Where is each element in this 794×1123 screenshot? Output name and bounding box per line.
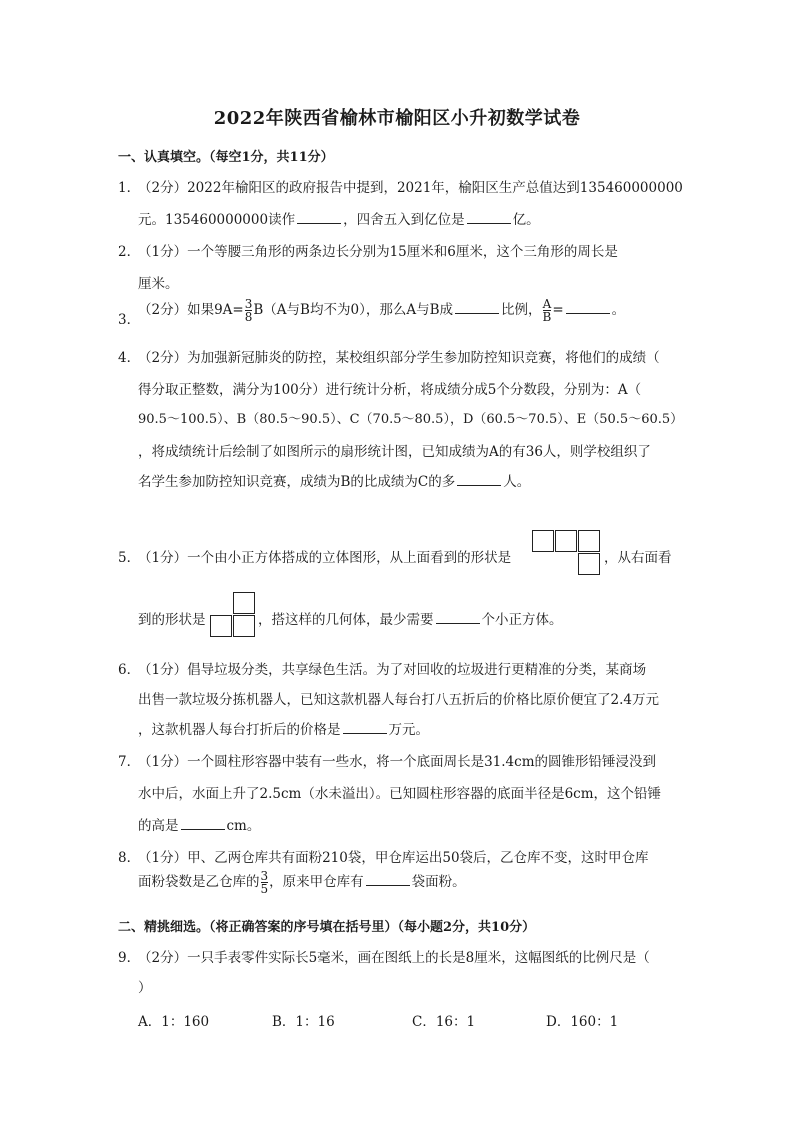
- square: [578, 553, 600, 575]
- q5-line2a: 到的形状是: [138, 612, 206, 628]
- answer-blank[interactable]: [566, 301, 610, 314]
- question-number: 5．: [118, 550, 141, 566]
- square: [532, 530, 554, 552]
- right-view-figure: [210, 592, 258, 640]
- q4-line3: 90.5～100.5）、B（80.5～90.5）、C（70.5～80.5），D（60.5～70.5）、E（50.5～60.5）: [138, 412, 684, 427]
- q4-line4: ，将成绩统计后绘制了如图所示的扇形统计图，已知成绩为A的有36人，则学校组织了: [138, 444, 651, 460]
- question-number: 3．: [118, 312, 141, 328]
- q6-line3: ，这款机器人每台打折后的价格是 万元。: [138, 722, 429, 738]
- question-number: 4．: [118, 350, 141, 366]
- q2-line1: （1分）一个等腰三角形的两条边长分别为15厘米和6厘米，这个三角形的周长是: [138, 244, 618, 260]
- square: [555, 530, 577, 552]
- q7-line3: 的高是 cm。: [138, 818, 261, 834]
- q8-line1: （1分）甲、乙两仓库共有面粉210袋，甲仓库运出50袋后，乙仓库不变，这时甲仓库: [138, 850, 649, 866]
- q9-line1: （2分）一只手表零件实际长5毫米，画在图纸上的长是8厘米，这幅图纸的比例尺是（: [138, 950, 650, 966]
- answer-blank[interactable]: [343, 721, 387, 734]
- section-heading-2: 二、精挑细选。（将正确答案的序号填在括号里）（每小题2分，共10分）: [118, 920, 536, 935]
- q4-line2: 得分取正整数，满分为100分）进行统计分析，将成绩分成5个分数段，分别为：A（: [138, 382, 642, 398]
- q3-line: （2分）如果9A= $\frac{3}{8}$ B（A与B均不为0），那么A与B成 比例， $\frac{A}{B}$ = 。: [138, 297, 626, 324]
- square: [233, 592, 255, 614]
- fraction: $\frac{3}{8}$: [244, 297, 253, 324]
- q5-line2b: ，搭这样的几何体，最少需要 个小正方体。: [258, 612, 563, 628]
- answer-blank[interactable]: [455, 301, 499, 314]
- question-number: 6．: [118, 662, 141, 678]
- q4-line1: （2分）为加强新冠肺炎的防控，某校组织部分学生参加防控知识竞赛，将他们的成绩（: [138, 350, 660, 366]
- square: [210, 615, 232, 637]
- question-number: 9．: [118, 950, 141, 966]
- page-title: 2022年陕西省榆林市榆阳区小升初数学试卷: [213, 108, 581, 129]
- question-number: 8．: [118, 850, 141, 866]
- q6-line1: （1分）倡导垃圾分类，共享绿色生活。为了对回收的垃圾进行更精准的分类，某商场: [138, 662, 647, 678]
- option-b[interactable]: B．1：16: [272, 1014, 335, 1030]
- question-number: 1．: [118, 180, 141, 196]
- question-number: 2．: [118, 244, 141, 260]
- q2-line2: 厘米。: [138, 276, 179, 292]
- option-a[interactable]: A．1：160: [138, 1014, 210, 1030]
- answer-blank[interactable]: [366, 873, 410, 886]
- q1-line2: 元。135460000000读作 ，四舍五入到亿位是 亿。: [138, 212, 540, 228]
- q7-line1: （1分）一个圆柱形容器中装有一些水，将一个底面周长是31.4cm的圆锥形铅锤浸没到: [138, 754, 657, 770]
- section-heading-1: 一、认真填空。（每空1分，共11分）: [118, 150, 334, 165]
- answer-blank[interactable]: [467, 211, 511, 224]
- square: [233, 615, 255, 637]
- answer-blank[interactable]: [436, 611, 480, 624]
- question-number: 7．: [118, 754, 141, 770]
- q1-line1: （2分）2022年榆阳区的政府报告中提到，2021年，榆阳区生产总值达到135460000000: [138, 180, 683, 196]
- q4-line5: 名学生参加防控知识竞赛，成绩为B的比成绩为C的多 人。: [138, 474, 531, 490]
- option-c[interactable]: C．16：1: [412, 1014, 476, 1030]
- answer-blank[interactable]: [297, 211, 341, 224]
- square: [578, 530, 600, 552]
- option-d[interactable]: D．160：1: [546, 1014, 619, 1030]
- q5-line1a: （1分）一个由小正方体搭成的立体图形，从上面看到的形状是: [138, 550, 512, 566]
- q7-line2: 水中后，水面上升了2.5cm（水未溢出）。已知圆柱形容器的底面半径是6cm，这个铅锤: [138, 786, 662, 802]
- answer-blank[interactable]: [181, 817, 225, 830]
- q6-line2: 出售一款垃圾分拣机器人，已知这款机器人每台打八五折后的价格比原价便宜了2.4万元: [138, 692, 659, 708]
- fraction: $\frac{3}{5}$: [260, 869, 269, 896]
- answer-blank[interactable]: [457, 473, 501, 486]
- q5-line1b: ，从右面看: [604, 550, 672, 566]
- q8-line2: 面粉袋数是乙仓库的 $\frac{3}{5}$ ，原来甲仓库有 袋面粉。: [138, 869, 466, 896]
- q9-line2: ）: [138, 980, 152, 996]
- ratio-fraction: $\frac{A}{B}$: [542, 297, 552, 324]
- top-view-figure: [532, 530, 604, 578]
